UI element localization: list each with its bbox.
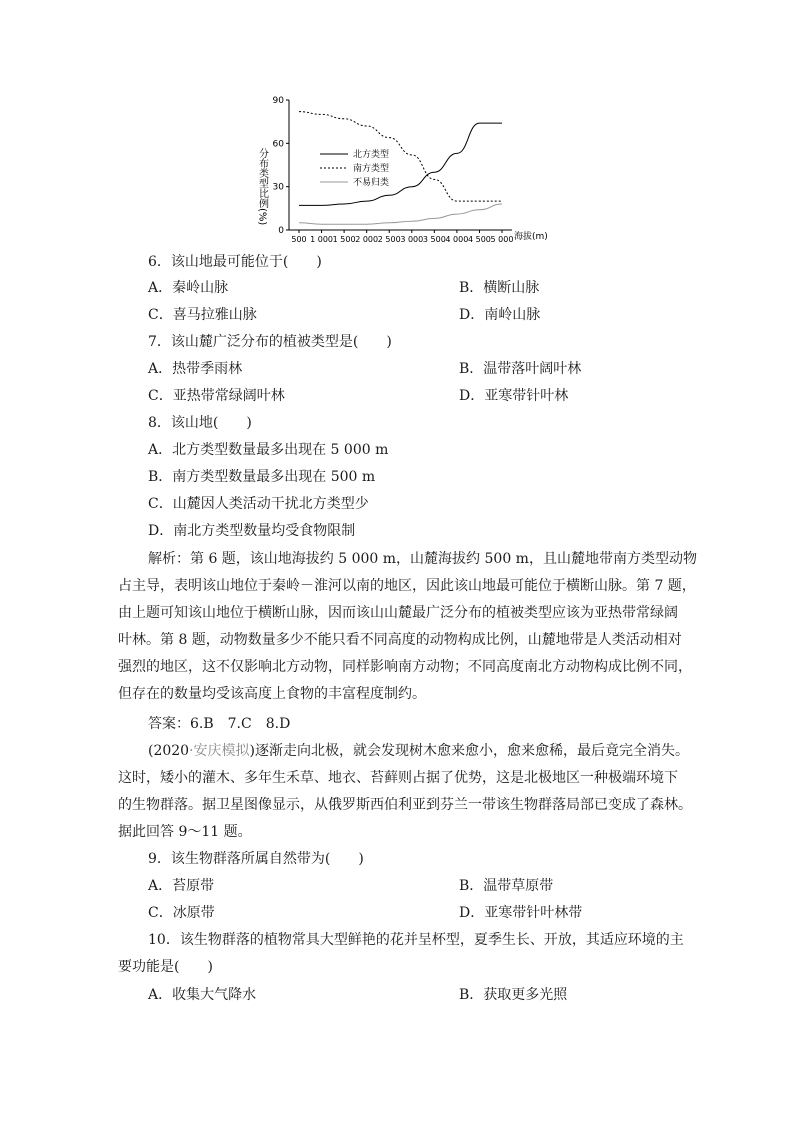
passage-paragraph bbox=[118, 738, 692, 846]
passage-line: 这时，矮小的灌木、多年生禾草、地衣、苔藓则占据了优势，这是北极地区一种极端环境下 bbox=[118, 770, 678, 786]
q7-option-b: B．温带落叶阔叶林 bbox=[459, 361, 582, 377]
elevation-distribution-chart bbox=[250, 90, 550, 250]
x-tick-label: 4 500 bbox=[467, 235, 491, 244]
q9-option-a: A．苔原带 bbox=[148, 878, 215, 894]
analysis-line: 由上题可知该山地位于横断山脉，因而该山山麓最广泛分布的植被类型应该为亚热带常绿阔 bbox=[118, 605, 678, 621]
x-tick-label: 1 500 bbox=[332, 235, 356, 244]
x-tick-label: 2 500 bbox=[377, 235, 401, 244]
y-tick-label: 30 bbox=[272, 182, 284, 193]
q8-option-b: B．南方类型数量最多出现在 500 m bbox=[148, 469, 376, 485]
x-tick-label: 3 500 bbox=[422, 235, 446, 244]
passage-line bbox=[118, 738, 690, 765]
series-line-unclassified bbox=[299, 204, 502, 224]
legend-south-label: 南方类型 bbox=[353, 164, 390, 174]
x-tick-label: 4 000 bbox=[445, 235, 469, 244]
q7-option-a: A．热带季雨林 bbox=[148, 361, 243, 377]
legend-north-label: 北方类型 bbox=[353, 150, 390, 160]
analysis-line: 解析：第 6 题，该山地海拔约 5 000 m，山麓海拔约 500 m，且山麓地带南方类型动物 bbox=[148, 551, 697, 567]
passage-text: )逐渐走向北极，就会发现树木愈来愈小，愈来愈稀，最后竟完全消失。 bbox=[249, 743, 690, 759]
analysis-line: 但存在的数量均受该高度上食物的丰富程度制约。 bbox=[118, 686, 426, 702]
analysis-line: 强烈的地区，这不仅影响北方动物，同样影响南方动物；不同高度南北方动物构成比例不同， bbox=[118, 659, 692, 675]
q8-option-c: C．山麓因人类活动干扰北方类型少 bbox=[148, 496, 369, 512]
chart-canvas bbox=[250, 90, 550, 250]
q6-stem: 6．该山地最可能位于( ) bbox=[148, 254, 322, 270]
legend-unclassified-label: 不易归类 bbox=[353, 178, 390, 188]
x-axis-label: 海拔(m) bbox=[514, 232, 548, 242]
x-tick-label: 500 bbox=[291, 235, 307, 244]
y-ticks bbox=[273, 96, 289, 236]
q8-stem: 8．该山地( ) bbox=[148, 415, 252, 431]
x-tick-label: 1 000 bbox=[310, 235, 334, 244]
passage-line: 据此回答 9～11 题。 bbox=[118, 824, 252, 840]
analysis-line: 占主导，表明该山地位于秦岭－淮河以南的地区，因此该山地最可能位于横断山脉。第 7 题， bbox=[118, 578, 696, 594]
x-ticks bbox=[291, 230, 513, 244]
y-tick-label: 90 bbox=[272, 96, 284, 106]
q10-option-a: A．收集大气降水 bbox=[148, 987, 257, 1003]
q8-option-a: A．北方类型数量最多出现在 5 000 m bbox=[148, 442, 389, 458]
answer-line: 答案：6.B 7.C 8.D bbox=[148, 716, 291, 732]
q7-option-c: C．亚热带常绿阔叶林 bbox=[148, 388, 285, 404]
q6-option-c: C．喜马拉雅山脉 bbox=[148, 307, 257, 323]
q7-stem: 7．该山麓广泛分布的植被类型是( ) bbox=[148, 334, 392, 350]
passage-source: ·安庆模拟 bbox=[189, 743, 250, 759]
analysis-paragraph bbox=[118, 546, 697, 573]
y-tick-label: 0 bbox=[278, 226, 284, 236]
passage-year: (2020 bbox=[148, 743, 190, 759]
x-tick-label: 3 000 bbox=[400, 235, 424, 244]
x-tick-label: 2 000 bbox=[355, 235, 379, 244]
y-axis-label: 分布类型比例(%) bbox=[256, 148, 268, 226]
q8-option-d: D．南北方类型数量均受食物限制 bbox=[148, 523, 356, 539]
q9-option-c: C．冰原带 bbox=[148, 905, 215, 921]
series-line-south bbox=[299, 112, 502, 202]
q7-option-d: D．亚寒带针叶林 bbox=[459, 388, 569, 404]
q6-option-a: A．秦岭山脉 bbox=[148, 280, 229, 296]
x-tick-label: 5 000 bbox=[490, 235, 514, 244]
analysis-line: 叶林。第 8 题，动物数量多少不能只看不同高度的动物构成比例，山麓地带是人类活动相对 bbox=[118, 632, 682, 648]
y-tick-label: 60 bbox=[272, 139, 284, 150]
q6-option-d: D．南岭山脉 bbox=[459, 307, 541, 323]
q10-stem-line2: 要功能是( ) bbox=[118, 959, 213, 975]
q10-stem-line1: 10．该生物群落的植物常具大型鲜艳的花并呈杯型，夏季生长、开放，其适应环境的主 bbox=[148, 932, 684, 948]
q9-option-d: D．亚寒带针叶林带 bbox=[459, 905, 583, 921]
q6-option-b: B．横断山脉 bbox=[459, 280, 540, 296]
series-line-north bbox=[299, 123, 502, 205]
analysis-paragraph-cont bbox=[118, 573, 696, 708]
passage-line: 的生物群落。据卫星图像显示，从俄罗斯西伯利亚到芬兰一带该生物群落局部已变成了森林。 bbox=[118, 797, 692, 813]
legend bbox=[320, 148, 389, 188]
q10-option-b: B．获取更多光照 bbox=[459, 987, 568, 1003]
q9-option-b: B．温带草原带 bbox=[459, 878, 554, 894]
chart-axes bbox=[289, 100, 512, 230]
q9-stem: 9．该生物群落所属自然带为( ) bbox=[148, 851, 364, 867]
